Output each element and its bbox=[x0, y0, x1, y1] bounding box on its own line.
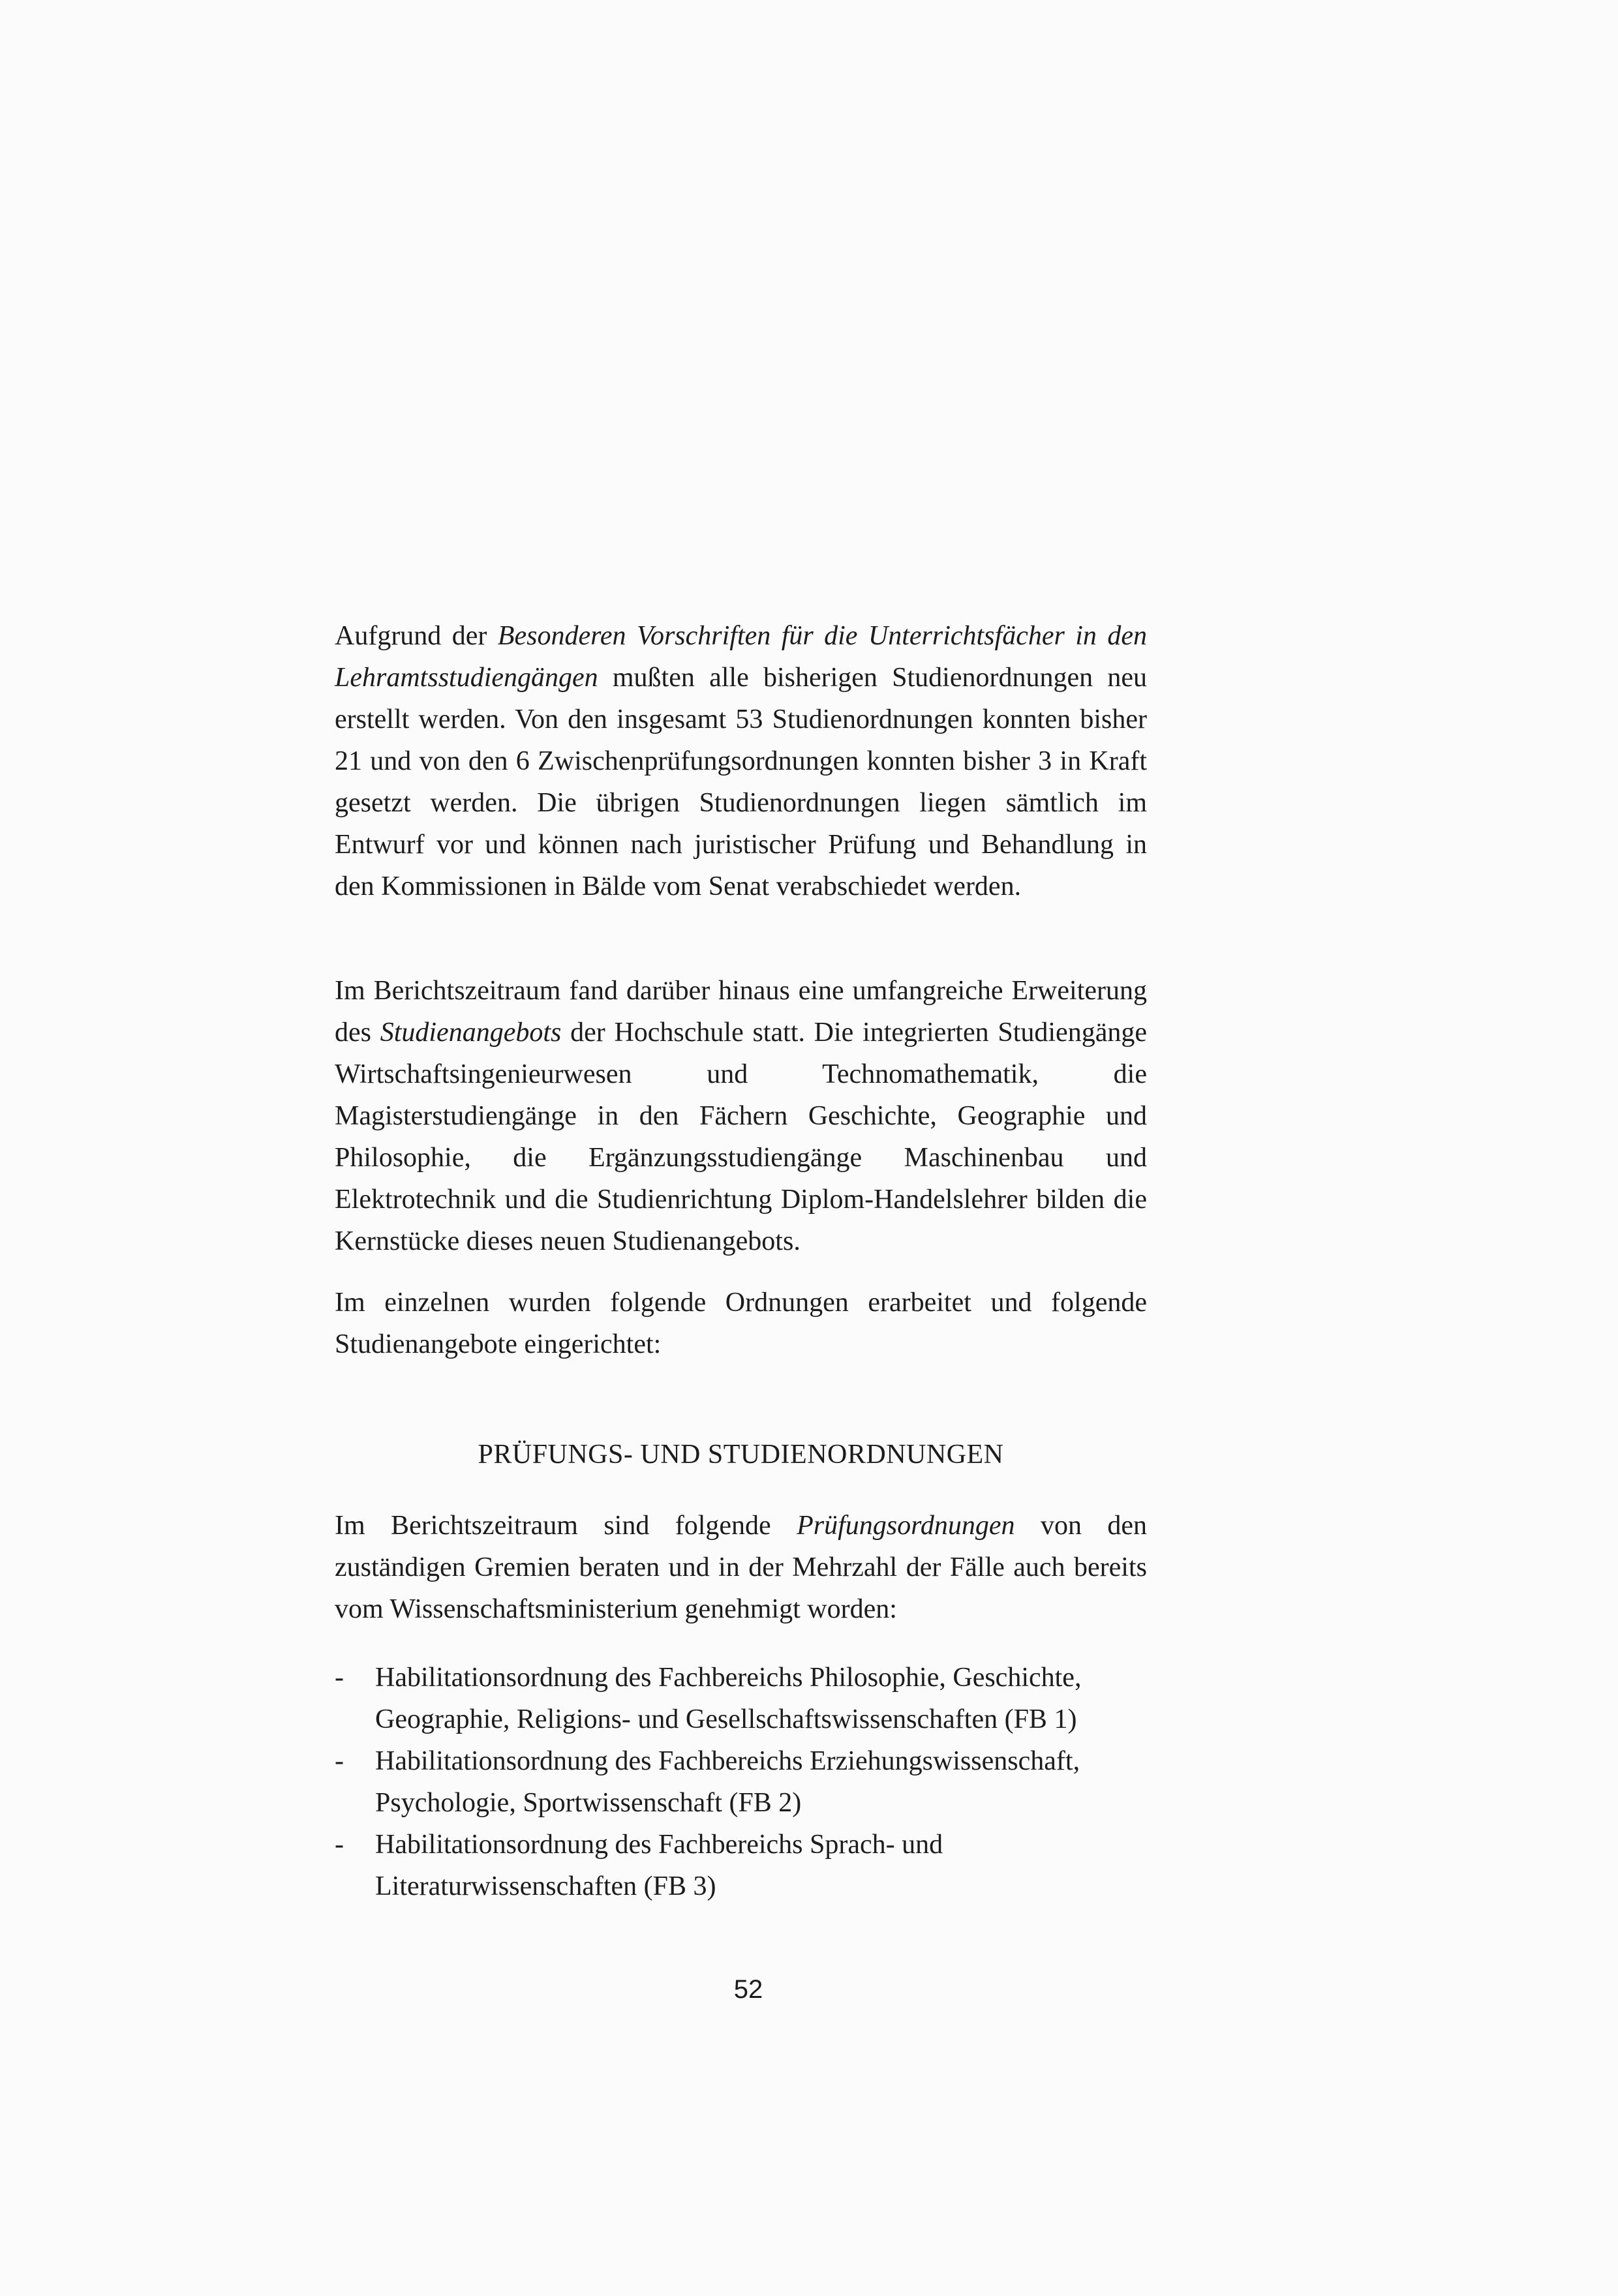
paragraph-teacher-training-regulations bbox=[335, 615, 1147, 907]
paragraph-intro-list: Im einzelnen wurden folgende Ordnungen erarbeitet und folgende Studienangebote eingerichtet: bbox=[335, 1288, 1147, 1359]
list-dash: - bbox=[335, 1830, 344, 1860]
paragraph-study-offer-extension bbox=[335, 970, 1147, 1262]
paragraph-text: von den zuständigen Gremien beraten und in der Mehrzahl der Fälle auch bereits vom Wissenschaftsministerium genehmigt worden: bbox=[335, 1511, 1147, 1624]
italic-phrase: Studienangebots bbox=[380, 1018, 562, 1048]
list-item-text: Habilitationsordnung des Fachbereichs Sprach- und Literaturwissenschaften (FB 3) bbox=[375, 1830, 943, 1901]
page-number: 52 bbox=[733, 1975, 763, 2004]
paragraph-text: Im Berichtszeitraum sind folgende bbox=[335, 1511, 797, 1541]
italic-phrase: Besonderen Vorschriften für die Unterrichtsfächer in den Lehramtsstudiengängen bbox=[335, 621, 1147, 693]
list-item bbox=[335, 1824, 1147, 1907]
list-item-text: Habilitationsordnung des Fachbereichs Erziehungswissenschaft, Psychologie, Sportwissenschaft (FB 2) bbox=[375, 1746, 1080, 1818]
paragraph-text: der Hochschule statt. Die integrierten Studiengänge Wirtschaftsingenieurwesen und Technomathematik, die Magisterstudiengänge in den Fächern Geschichte, Geographie und Philosophie, die Ergänzungsstudiengänge Maschinenbau und Elektrotechnik und die Studienrichtung Diplom-Handelslehrer bilden die Kernstücke dieses neuen Studienangebots. bbox=[335, 1018, 1147, 1256]
list-item bbox=[335, 1740, 1147, 1824]
list-dash: - bbox=[335, 1746, 344, 1776]
italic-phrase: Prüfungsordnungen bbox=[797, 1511, 1015, 1541]
habilitation-regulations-list bbox=[335, 1657, 1147, 1907]
paragraph-text: mußten alle bisherigen Studienordnungen neu erstellt werden. Von den insgesamt 53 Studienordnungen konnten bisher 21 und von den 6 Zwischenprüfungsordnungen konnten bisher 3 in Kraft gesetzt werden. Die übrigen Studienordnungen liegen sämtlich im Entwurf vor und können nach juristischer Prüfung und Behandlung in den Kommissionen in Bälde vom Senat verabschiedet werden. bbox=[335, 663, 1147, 901]
paragraph-examination-regulations bbox=[335, 1505, 1147, 1630]
list-dash: - bbox=[335, 1663, 344, 1693]
paragraph-text: Aufgrund der bbox=[335, 621, 498, 651]
list-item bbox=[335, 1657, 1147, 1740]
paragraph-text: Im Berichtszeitraum fand darüber hinaus eine umfangreiche Erweiterung des bbox=[335, 976, 1147, 1048]
section-heading: PRÜFUNGS- UND STUDIENORDNUNGEN bbox=[478, 1440, 1004, 1470]
list-item-text: Habilitationsordnung des Fachbereichs Philosophie, Geschichte, Geographie, Religions- und Gesellschaftswissenschaften (FB 1) bbox=[375, 1663, 1082, 1734]
